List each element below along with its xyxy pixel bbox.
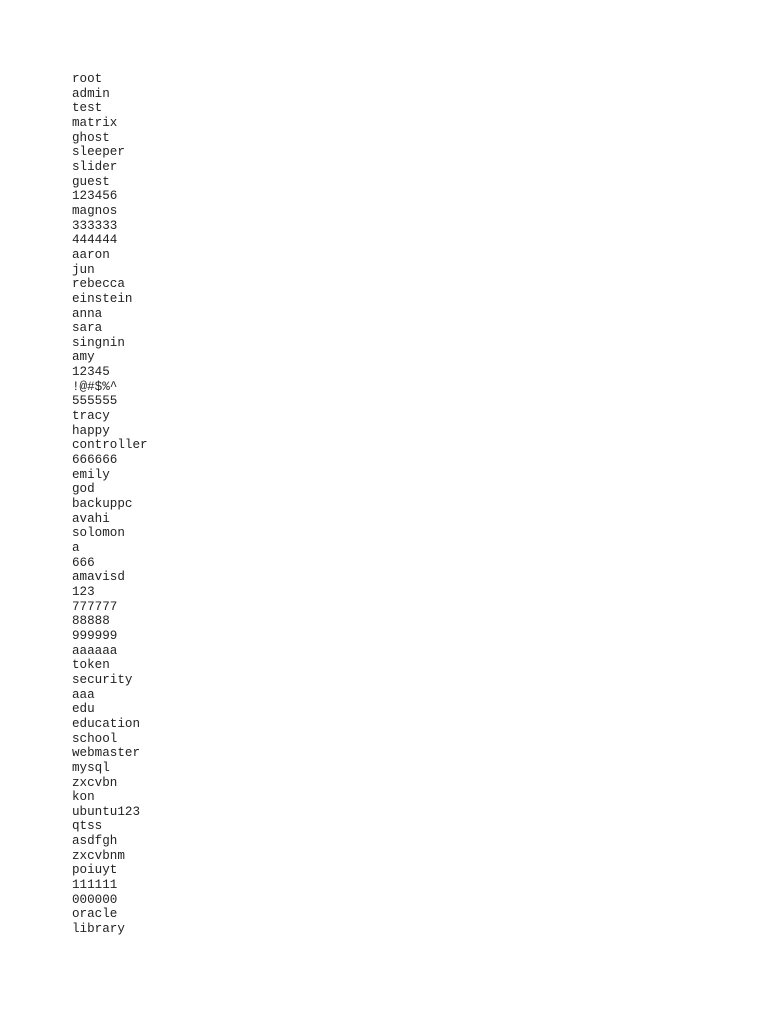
- list-item: backuppc: [72, 497, 133, 512]
- list-item: kon: [72, 790, 95, 805]
- list-item: aaron: [72, 247, 110, 262]
- list-item: asdfgh: [72, 834, 118, 849]
- list-item: root: [72, 72, 103, 86]
- list-item: 666: [72, 555, 95, 570]
- list-item: matrix: [72, 115, 118, 130]
- list-item: guest: [72, 174, 110, 189]
- list-item: avahi: [72, 511, 110, 526]
- list-item: qtss: [72, 819, 103, 834]
- list-item: aaaaaa: [72, 643, 118, 658]
- list-item: education: [72, 716, 141, 731]
- list-item: magnos: [72, 203, 118, 218]
- list-item: ubuntu123: [72, 804, 141, 819]
- list-item: 123: [72, 584, 95, 599]
- list-item: 000000: [72, 892, 118, 907]
- list-item: amy: [72, 350, 95, 365]
- list-item: a: [72, 541, 80, 555]
- list-item: controller: [72, 438, 148, 453]
- list-item: sara: [72, 321, 103, 336]
- list-item: anna: [72, 306, 103, 321]
- list-item: edu: [72, 702, 95, 717]
- list-item: 777777: [72, 599, 118, 614]
- list-item: 333333: [72, 218, 118, 233]
- list-item: aaa: [72, 687, 95, 702]
- list-item: amavisd: [72, 570, 125, 585]
- list-item: webmaster: [72, 746, 141, 761]
- list-item: happy: [72, 423, 110, 438]
- list-item: singnin: [72, 335, 125, 350]
- list-item: sleeper: [72, 145, 125, 160]
- list-item: slider: [72, 159, 118, 174]
- list-item: 555555: [72, 394, 118, 409]
- list-item: oracle: [72, 907, 118, 922]
- list-item: tracy: [72, 409, 110, 424]
- list-item: admin: [72, 86, 110, 101]
- list-item: security: [72, 672, 133, 687]
- list-item: test: [72, 101, 103, 116]
- list-item: token: [72, 658, 110, 673]
- list-item: 12345: [72, 365, 110, 380]
- list-item: jun: [72, 262, 95, 277]
- list-item: school: [72, 731, 118, 746]
- list-item: 999999: [72, 628, 118, 643]
- list-item: god: [72, 482, 95, 497]
- list-item: 123456: [72, 189, 118, 204]
- list-item: library: [72, 922, 125, 937]
- list-item: ghost: [72, 130, 110, 145]
- list-item: !@#$%^: [72, 379, 118, 394]
- word-list: [72, 72, 148, 937]
- list-item: emily: [72, 467, 110, 482]
- list-item: einstein: [72, 291, 133, 306]
- list-item: mysql: [72, 760, 110, 775]
- list-item: 666666: [72, 453, 118, 468]
- list-item: 88888: [72, 614, 110, 629]
- list-item: solomon: [72, 526, 125, 541]
- list-item: 444444: [72, 233, 118, 248]
- list-item: zxcvbn: [72, 775, 118, 790]
- list-item: poiuyt: [72, 863, 118, 878]
- list-item: rebecca: [72, 277, 125, 292]
- list-item: 111111: [72, 878, 118, 893]
- list-item: zxcvbnm: [72, 848, 125, 863]
